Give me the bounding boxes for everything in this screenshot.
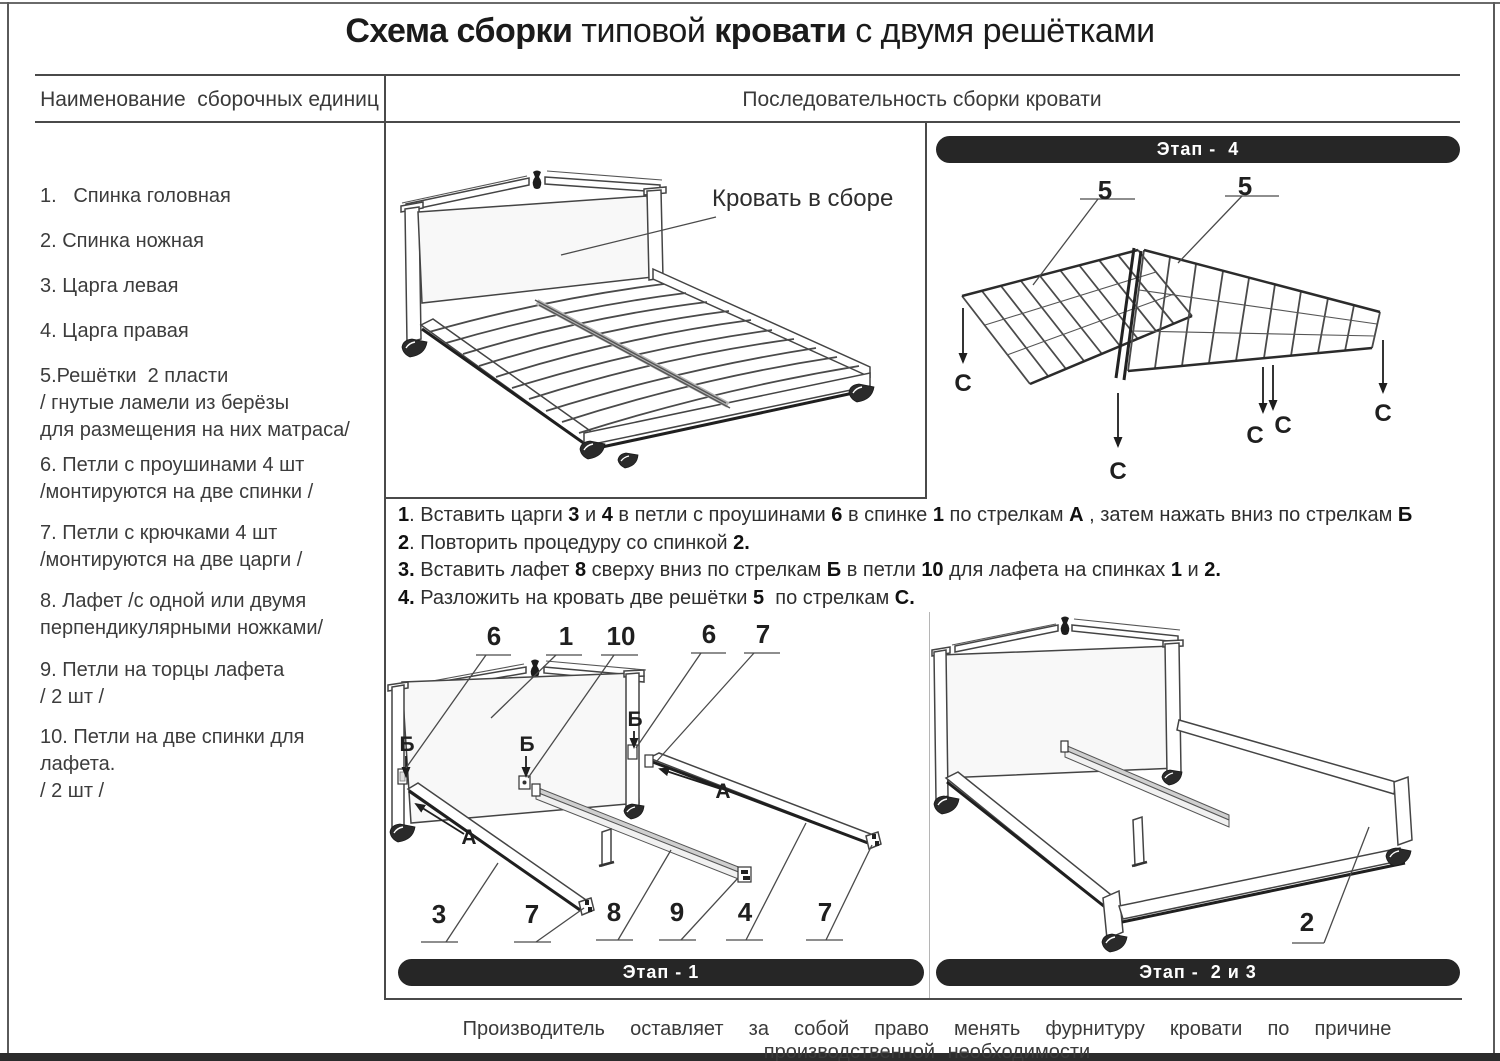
arrow-label-a1: А — [461, 826, 477, 849]
title-divider — [35, 74, 1460, 76]
arrow-label-a2: А — [715, 780, 731, 803]
parts-list-item-7: 7. Петли с крючками 4 шт /монтируются на две царги / — [40, 522, 303, 571]
callout-label-3: 3 — [431, 899, 447, 929]
callout-label-5b: 5 — [1237, 171, 1253, 201]
arrow-label-c4: С — [1274, 412, 1292, 439]
page-border-left — [7, 2, 9, 1053]
footer-divider — [384, 998, 1462, 1000]
arrow-label-b3: Б — [627, 708, 643, 731]
page-border-right — [1493, 2, 1495, 1053]
callout-label-7a: 7 — [755, 619, 771, 649]
stage-1-drawing — [386, 610, 928, 960]
arrow-label-b1: Б — [399, 733, 415, 756]
callout-label-1: 1 — [558, 621, 574, 651]
assembled-bed-box — [384, 121, 927, 499]
callout-label-10: 10 — [606, 621, 636, 651]
parts-list-item-6: 6. Петли с проушинами 4 шт /монтируются на две спинки / — [40, 454, 314, 503]
instruction-4: 4. Разложить на кровать две решётки 5 по стрелкам С. — [398, 586, 915, 609]
parts-list-item-10: 10. Петли на две спинки для лафета. / 2 шт / — [40, 726, 311, 802]
page-title: Схема сборки типовой кровати с двумя решётками — [345, 12, 1155, 50]
instruction-2: 2. Повторить процедуру со спинкой 2. — [398, 531, 750, 554]
parts-list-item-5: 5.Решётки 2 пласти / гнутые ламели из берёзы для размещения на них матраса/ — [40, 365, 350, 441]
instruction-1: 1. Вставить царги 3 и 4 в петли с проушинами 6 в спинке 1 по стрелкам А , затем нажать вниз по стрелкам Б — [398, 504, 1413, 526]
stage-4-banner: Этап - 4 — [936, 136, 1460, 163]
rail-4 — [645, 753, 881, 849]
stage-4-drawing — [930, 166, 1462, 500]
callout-label-6a: 6 — [486, 621, 502, 651]
manufacturer-note: Производитель оставляет за собой право менять фурнитуру кровати по причине производственной необходимости — [462, 1018, 1404, 1061]
parts-list-item-2: 2. Спинка ножная — [40, 230, 204, 252]
callout-label-5a: 5 — [1097, 175, 1113, 205]
title-bold-2: кровати — [714, 12, 847, 50]
lattice-right — [1128, 250, 1380, 371]
assembly-instructions — [398, 502, 1460, 612]
arrow-label-c3: С — [1246, 422, 1264, 449]
arrow-label-c1: С — [954, 370, 972, 397]
bottom-section-divider — [929, 612, 930, 999]
title-bold-1: Схема сборки — [345, 12, 573, 50]
stage-2-3-drawing — [932, 610, 1462, 955]
parts-list-item-8: 8. Лафет /с одной или двумя перпендикулярными ножками/ — [40, 590, 324, 639]
lattice-left — [962, 250, 1192, 384]
assembled-bed-drawing — [386, 123, 925, 497]
parts-list-item-9: 9. Петли на торцы лафета / 2 шт / — [40, 659, 285, 708]
callout-label-7b: 7 — [524, 899, 540, 929]
assembled-bed-label: Кровать в сборе — [712, 185, 894, 212]
callout-label-4: 4 — [737, 897, 753, 927]
callout-label-2: 2 — [1299, 907, 1315, 937]
arrow-label-c5: С — [1374, 400, 1392, 427]
pediment-ornament — [533, 171, 542, 190]
callout-label-6b: 6 — [701, 619, 717, 649]
stage-1-banner: Этап - 1 — [398, 959, 924, 986]
left-column-header: Наименование сборочных единиц — [40, 88, 379, 111]
stage-2-3-banner: Этап - 2 и 3 — [936, 959, 1460, 986]
callout-label-9: 9 — [669, 897, 685, 927]
arrow-label-c2: С — [1109, 458, 1127, 485]
callout-label-7c: 7 — [817, 897, 833, 927]
instruction-3: 3. Вставить лафет 8 сверху вниз по стрелкам Б в петли 10 для лафета на спинках 1 и 2. — [398, 559, 1221, 581]
right-column-header: Последовательность сборки кровати — [742, 88, 1102, 111]
page-border-top — [0, 2, 1500, 4]
pediment-ornament — [1061, 617, 1070, 636]
parts-list-item-1: 1. Спинка головная — [40, 185, 231, 207]
arrow-label-b2: Б — [519, 733, 535, 756]
parts-list-item-4: 4. Царга правая — [40, 320, 189, 342]
parts-list-item-3: 3. Царга левая — [40, 275, 179, 297]
callout-label-8: 8 — [606, 897, 622, 927]
